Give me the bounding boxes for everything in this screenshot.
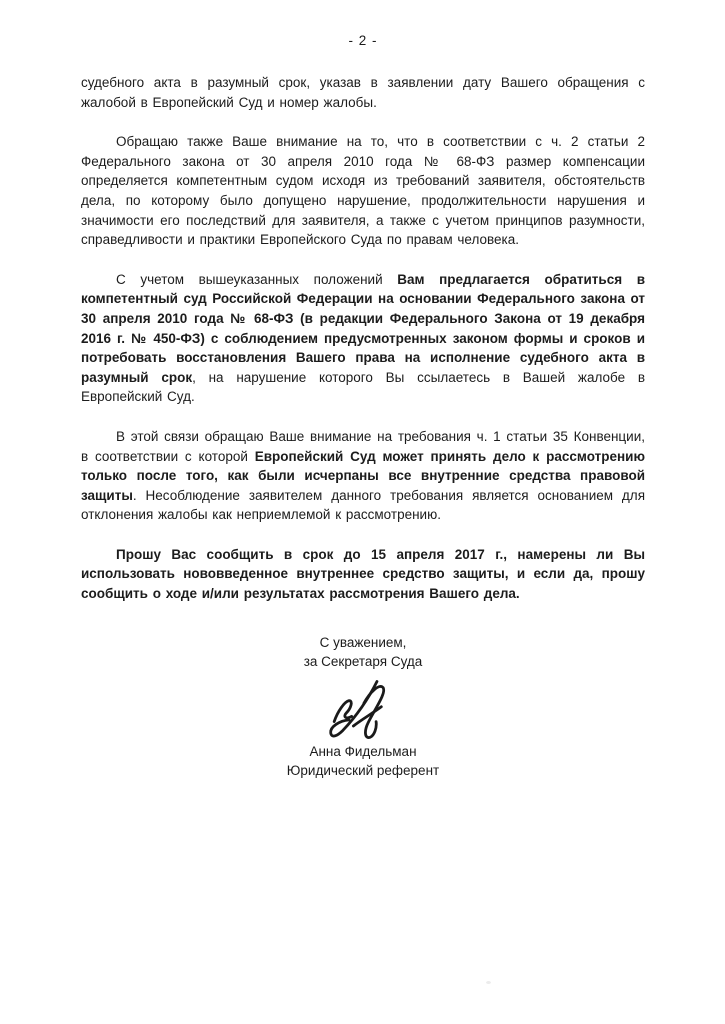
closing-signed-for: за Секретаря Суда [303,654,423,670]
closing-salutation: С уважением, [319,634,407,650]
signature-image [315,676,411,748]
letter-body [81,73,645,604]
page-number: - 2 - [348,33,378,48]
scan-artifact [486,981,491,984]
signer-title: Юридический референт [286,763,440,779]
body-paragraph: Прошу Вас сообщить в срок до 15 апреля 2017 г., намерены ли Вы использовать нововведенное внутреннее средство защиты, и если да, прошу сообщить о ходе и/или результатах рассмотрения Вашего дела. [81,546,645,602]
closing-block [81,633,645,781]
signer-name: Анна Фидельман [309,743,417,759]
body-paragraph: В этой связи обращаю Ваше внимание на требования ч. 1 статьи 35 Конвенции, в соответствии с которой Европейский Суд может принять дело к рассмотрению только после того, как были исчерпаны все внутренние средства правовой защиты. Несоблюдение заявителем данного требования является основанием для отклонения жалобы как неприемлемой к рассмотрению. [81,428,645,523]
body-paragraph: судебного акта в разумный срок, указав в заявлении дату Вашего обращения с жалобой в Европейский Суд и номер жалобы. [81,75,645,110]
body-paragraph: С учетом вышеуказанных положений Вам предлагается обратиться в компетентный суд Российской Федерации на основании Федерального закона от 30 апреля 2010 года № 68-ФЗ (в редакции Федерального Закона от 19 декабря 2016 г. № 450-ФЗ) с соблюдением предусмотренных законом формы и сроков и потребовать восстановления Вашего права на исполнение судебного акта в разумный срок, на нарушение которого Вы ссылаетесь в Вашей жалобе в Европейский Суд. [81,271,645,405]
body-paragraph: Обращаю также Ваше внимание на то, что в соответствии с ч. 2 статьи 2 Федерального закона от 30 апреля 2010 года № 68-ФЗ размер компенсации определяется компетентным судом исходя из требований заявителя, обстоятельств дела, по которому было допущено нарушение, продолжительности нарушения и значимости его последствий для заявителя, а также с учетом принципов разумности, справедливости и практики Европейского Суда по правам человека. [81,134,645,248]
